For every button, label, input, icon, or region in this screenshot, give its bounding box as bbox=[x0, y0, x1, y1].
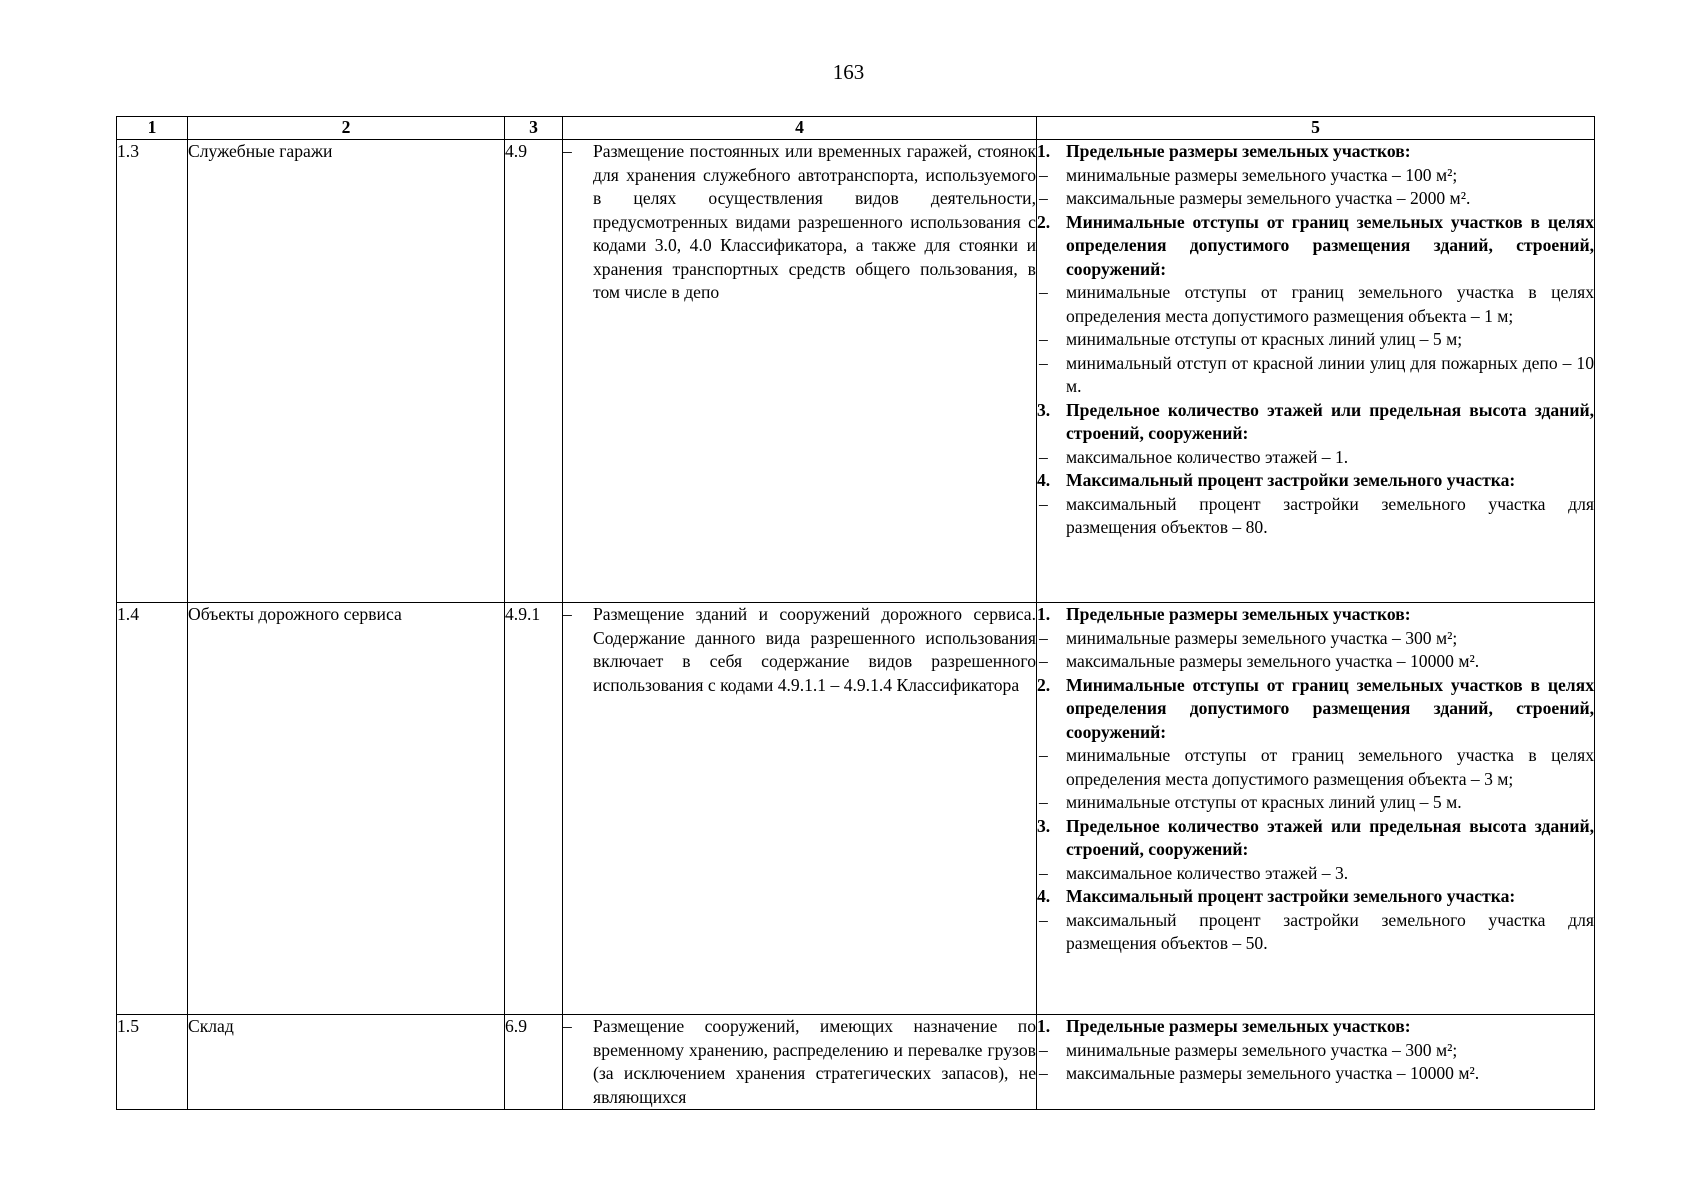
parameter-heading bbox=[1037, 603, 1594, 627]
parameter-item bbox=[1037, 791, 1594, 815]
parameter-heading bbox=[1037, 815, 1594, 862]
parameter-item bbox=[1037, 627, 1594, 651]
parameters bbox=[1037, 603, 1595, 1015]
parameter-heading bbox=[1037, 399, 1594, 446]
parameter-heading bbox=[1037, 140, 1594, 164]
dash-marker: – bbox=[1039, 745, 1048, 765]
dash-marker: – bbox=[1039, 446, 1048, 467]
use-type-code: 4.9 bbox=[505, 140, 563, 603]
parameter-text: максимальное количество этажей – 3. bbox=[1066, 862, 1349, 883]
dash-marker: – bbox=[1039, 1039, 1048, 1060]
parameter-item bbox=[1037, 1062, 1594, 1086]
dash-marker: – bbox=[1039, 188, 1048, 208]
parameter-heading bbox=[1037, 1015, 1594, 1039]
use-type-name: Склад bbox=[188, 1015, 505, 1110]
parameter-text: минимальные отступы от границ земельного участка в целях определения места допустимого размещения объекта – 3 м; bbox=[1066, 745, 1594, 789]
parameter-item bbox=[1037, 650, 1594, 674]
parameter-text: Минимальные отступы от границ земельных участков в целях определения допустимого размещения зданий, строений, сооружений: bbox=[1066, 211, 1594, 279]
parameter-text: Предельные размеры земельных участков: bbox=[1066, 604, 1411, 624]
parameter-item bbox=[1037, 446, 1594, 470]
description-text: Размещение постоянных или временных гаражей, стоянок для хранения служебного автотранспорта, используемого в целях осуществления видов деятельности, предусмотренных видами разрешенного использования с кодами 3.0, 4.0 Классификатора, а также для стоянки и хранения транспортных средств общего пользования, в том числе в депо bbox=[593, 141, 1036, 302]
parameter-text: максимальные размеры земельного участка – 2000 м². bbox=[1066, 188, 1471, 208]
item-number: 2. bbox=[1037, 674, 1051, 695]
use-type-name: Объекты дорожного сервиса bbox=[188, 603, 505, 1015]
parameters bbox=[1037, 1015, 1595, 1110]
parameter-item bbox=[1037, 352, 1594, 399]
item-number: 3. bbox=[1037, 815, 1051, 836]
parameters bbox=[1037, 140, 1595, 603]
header-col-5: 5 bbox=[1037, 117, 1595, 140]
table-row bbox=[117, 1015, 1595, 1110]
parameter-item bbox=[1037, 187, 1594, 211]
parameter-text: минимальные размеры земельного участка – 100 м²; bbox=[1066, 164, 1458, 185]
dash-marker: – bbox=[1039, 282, 1048, 302]
item-number: 2. bbox=[1037, 211, 1051, 232]
item-number: 1. bbox=[1037, 1016, 1051, 1036]
dash-marker: – bbox=[1039, 1063, 1048, 1083]
item-number: 1. bbox=[1037, 141, 1051, 161]
parameter-text: Предельные размеры земельных участков: bbox=[1066, 1016, 1411, 1036]
parameter-text: максимальные размеры земельного участка – 10000 м². bbox=[1066, 651, 1480, 671]
header-col-3: 3 bbox=[505, 117, 563, 140]
parameter-text: минимальные размеры земельного участка – 300 м²; bbox=[1066, 627, 1458, 648]
parameter-text: максимальное количество этажей – 1. bbox=[1066, 446, 1349, 467]
description-item bbox=[563, 140, 1036, 305]
parameter-text: максимальный процент застройки земельного участка для размещения объектов – 80. bbox=[1066, 493, 1594, 537]
dash-marker: – bbox=[1039, 164, 1048, 185]
use-description bbox=[563, 1015, 1037, 1110]
item-number: 3. bbox=[1037, 399, 1051, 420]
dash-marker: – bbox=[563, 604, 572, 624]
use-type-code: 6.9 bbox=[505, 1015, 563, 1110]
parameter-text: Максимальный процент застройки земельного участка: bbox=[1066, 886, 1516, 906]
parameter-text: минимальные отступы от красных линий улиц – 5 м; bbox=[1066, 329, 1463, 349]
use-type-code: 4.9.1 bbox=[505, 603, 563, 1015]
dash-marker: – bbox=[1039, 329, 1048, 349]
parameter-text: Минимальные отступы от границ земельных участков в целях определения допустимого размещения зданий, строений, сооружений: bbox=[1066, 674, 1594, 742]
item-number: 4. bbox=[1037, 886, 1051, 906]
row-number: 1.5 bbox=[117, 1015, 188, 1110]
parameter-text: минимальные отступы от красных линий улиц – 5 м. bbox=[1066, 792, 1462, 812]
parameter-text: минимальный отступ от красной линии улиц для пожарных депо – 10 м. bbox=[1066, 352, 1594, 396]
use-description bbox=[563, 140, 1037, 603]
dash-marker: – bbox=[563, 141, 572, 161]
parameter-text: максимальные размеры земельного участка – 10000 м². bbox=[1066, 1063, 1480, 1083]
parameter-text: минимальные размеры земельного участка – 300 м²; bbox=[1066, 1039, 1458, 1060]
dash-marker: – bbox=[1039, 909, 1048, 930]
zoning-table bbox=[116, 116, 1595, 1110]
parameter-heading bbox=[1037, 885, 1594, 909]
parameter-heading bbox=[1037, 674, 1594, 745]
dash-marker: – bbox=[1039, 627, 1048, 648]
parameter-item bbox=[1037, 164, 1594, 188]
parameter-heading bbox=[1037, 469, 1594, 493]
description-text: Размещение зданий и сооружений дорожного сервиса. Содержание данного вида разрешенного использования включает в себя содержание видов разрешенного использования с кодами 4.9.1.1 – 4.9.1.4 Классификатора bbox=[593, 604, 1036, 695]
dash-marker: – bbox=[563, 1016, 572, 1036]
dash-marker: – bbox=[1039, 651, 1048, 671]
parameter-text: Предельное количество этажей или предельная высота зданий, строений, сооружений: bbox=[1066, 399, 1594, 443]
parameter-heading bbox=[1037, 211, 1594, 282]
header-col-2: 2 bbox=[188, 117, 505, 140]
header-col-1: 1 bbox=[117, 117, 188, 140]
table-row bbox=[117, 140, 1595, 603]
description-text: Размещение сооружений, имеющих назначение по временному хранению, распределению и перевалке грузов (за исключением хранения стратегических запасов), не являющихся bbox=[593, 1016, 1036, 1107]
parameter-text: Максимальный процент застройки земельного участка: bbox=[1066, 470, 1516, 490]
parameter-item bbox=[1037, 744, 1594, 791]
parameter-item bbox=[1037, 281, 1594, 328]
parameter-item bbox=[1037, 862, 1594, 886]
dash-marker: – bbox=[1039, 352, 1048, 373]
parameter-item bbox=[1037, 1039, 1594, 1063]
page-number: 163 bbox=[832, 60, 865, 84]
item-number: 4. bbox=[1037, 470, 1051, 490]
dash-marker: – bbox=[1039, 792, 1048, 812]
parameter-text: максимальный процент застройки земельного участка для размещения объектов – 50. bbox=[1066, 909, 1594, 953]
parameter-item bbox=[1037, 328, 1594, 352]
description-item bbox=[563, 603, 1036, 697]
row-number: 1.3 bbox=[117, 140, 188, 603]
header-row bbox=[117, 117, 1595, 140]
row-number: 1.4 bbox=[117, 603, 188, 1015]
parameter-text: Предельное количество этажей или предельная высота зданий, строений, сооружений: bbox=[1066, 815, 1594, 859]
header-col-4: 4 bbox=[563, 117, 1037, 140]
item-number: 1. bbox=[1037, 604, 1051, 624]
parameter-text: минимальные отступы от границ земельного участка в целях определения места допустимого размещения объекта – 1 м; bbox=[1066, 282, 1594, 326]
table-row bbox=[117, 603, 1595, 1015]
parameter-text: Предельные размеры земельных участков: bbox=[1066, 141, 1411, 161]
dash-marker: – bbox=[1039, 862, 1048, 883]
dash-marker: – bbox=[1039, 493, 1048, 514]
description-item bbox=[563, 1015, 1036, 1109]
use-description bbox=[563, 603, 1037, 1015]
parameter-item bbox=[1037, 909, 1594, 956]
use-type-name: Служебные гаражи bbox=[188, 140, 505, 603]
parameter-item bbox=[1037, 493, 1594, 540]
